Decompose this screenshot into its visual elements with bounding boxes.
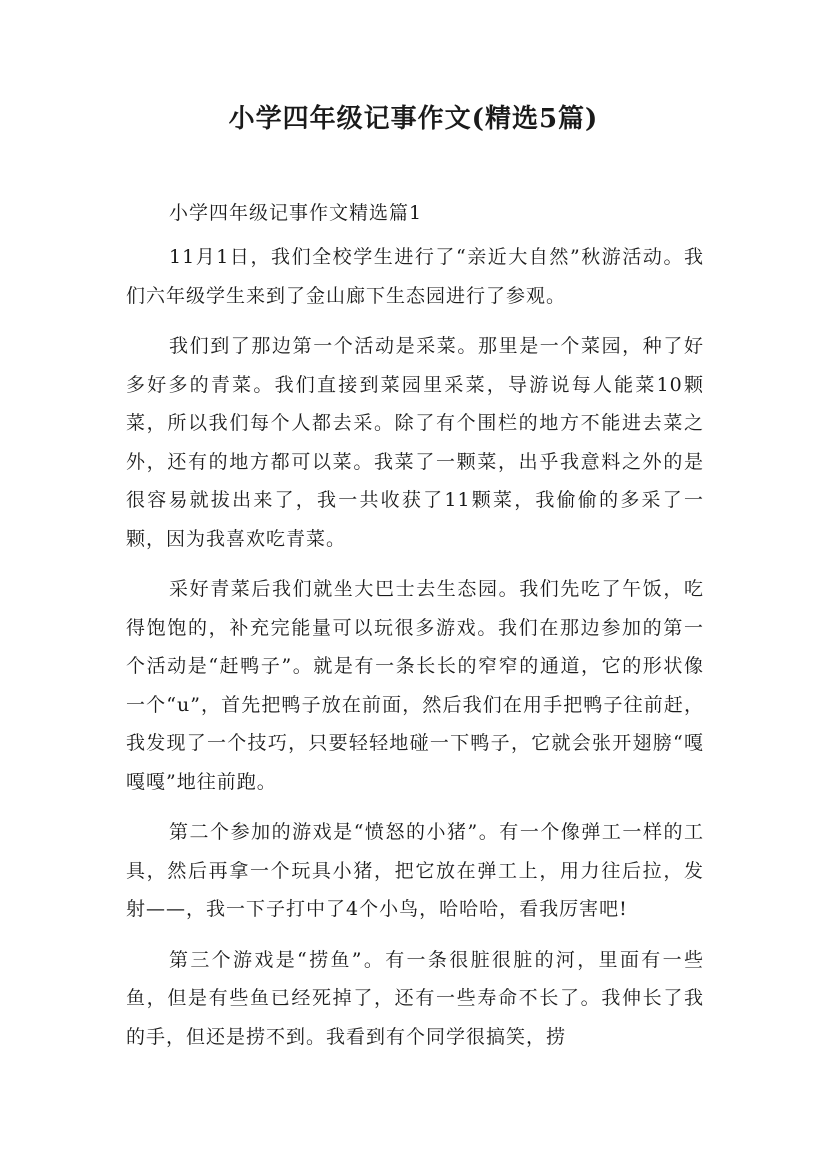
- section-heading: 小学四年级记事作文精选篇1: [169, 202, 423, 224]
- paragraph-1: 11月1日，我们全校学生进行了“亲近大自然”秋游活动。我们六年级学生来到了金山廊下生态园进行了参观。: [126, 246, 704, 307]
- paragraph-5: 第三个游戏是“捞鱼”。有一条很脏很脏的河，里面有一些鱼，但是有些鱼已经死掉了，还有一些寿命不长了。我伸长了我的手，但还是捞不到。我看到有个同学很搞笑，捞: [126, 948, 704, 1048]
- paragraph-3: 采好青菜后我们就坐大巴士去生态园。我们先吃了午饭，吃得饱饱的，补充完能量可以玩很多游戏。我们在那边参加的第一个活动是“赶鸭子”。就是有一条长长的窄窄的通道，它的形状像一个“u”，首先把鸭子放在前面，然后我们在用手把鸭子往前赶，我发现了一个技巧，只要轻轻地碰一下鸭子，它就会张开翅膀“嘎嘎嘎”地往前跑。: [126, 578, 704, 793]
- document-title: 小学四年级记事作文(精选5篇): [228, 104, 599, 134]
- paragraph-4: 第二个参加的游戏是“愤怒的小猪”。有一个像弹工一样的工具，然后再拿一个玩具小猪，把它放在弹工上，用力往后拉，发射——，我一下子打中了4个小鸟，哈哈哈，看我厉害吧!: [126, 821, 704, 920]
- paragraph-2: 我们到了那边第一个活动是采菜。那里是一个菜园，种了好多好多的青菜。我们直接到菜园里采菜，导游说每人能菜10颗菜，所以我们每个人都去采。除了有个围栏的地方不能进去菜之外，还有的地方都可以菜。我菜了一颗菜，出乎我意料之外的是很容易就拔出来了，我一共收获了11颗菜，我偷偷的多采了一颗，因为我喜欢吃青菜。: [126, 335, 704, 550]
- document-body: [126, 188, 704, 1056]
